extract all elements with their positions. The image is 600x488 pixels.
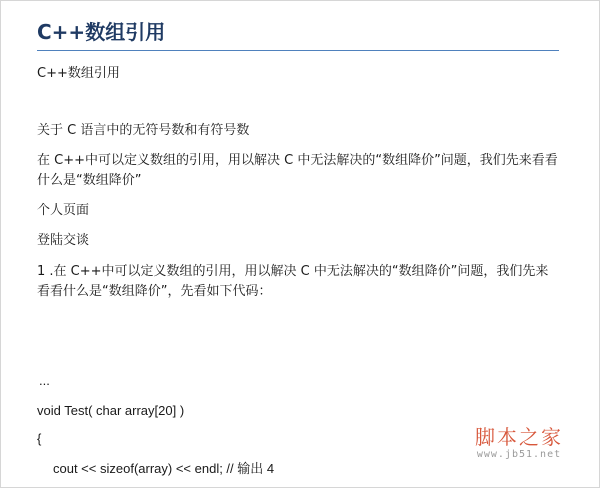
title-divider xyxy=(37,50,559,51)
document-title: C++数组引用 xyxy=(37,20,166,44)
code-line-2: void Test( char array[20] ) xyxy=(37,403,185,418)
watermark-url: www.jb51.net xyxy=(476,449,562,460)
code-line-4: cout << sizeof(array) << endl; // 输出 4 xyxy=(53,461,275,476)
document-subtitle: C++数组引用 xyxy=(37,66,120,81)
paragraph-3: 个人页面 xyxy=(37,203,90,218)
site-watermark xyxy=(475,425,563,461)
paragraph-2: 在 C++中可以定义数组的引用，用以解决 C 中无法解决的“数组降价”问题，我们先来看看什么是“数组降价” xyxy=(37,153,558,188)
paragraph-5: 1 .在 C++中可以定义数组的引用，用以解决 C 中无法解决的“数组降价”问题，我们先来看看什么是“数组降价”，先看如下代码： xyxy=(37,264,549,299)
code-line-3: { xyxy=(37,431,42,446)
paragraph-4: 登陆交谈 xyxy=(37,233,90,248)
code-line-1: ... xyxy=(39,373,50,388)
paragraph-1: 关于 C 语言中的无符号数和有符号数 xyxy=(37,123,250,138)
watermark-logo-text: 脚本之家 xyxy=(475,425,563,449)
